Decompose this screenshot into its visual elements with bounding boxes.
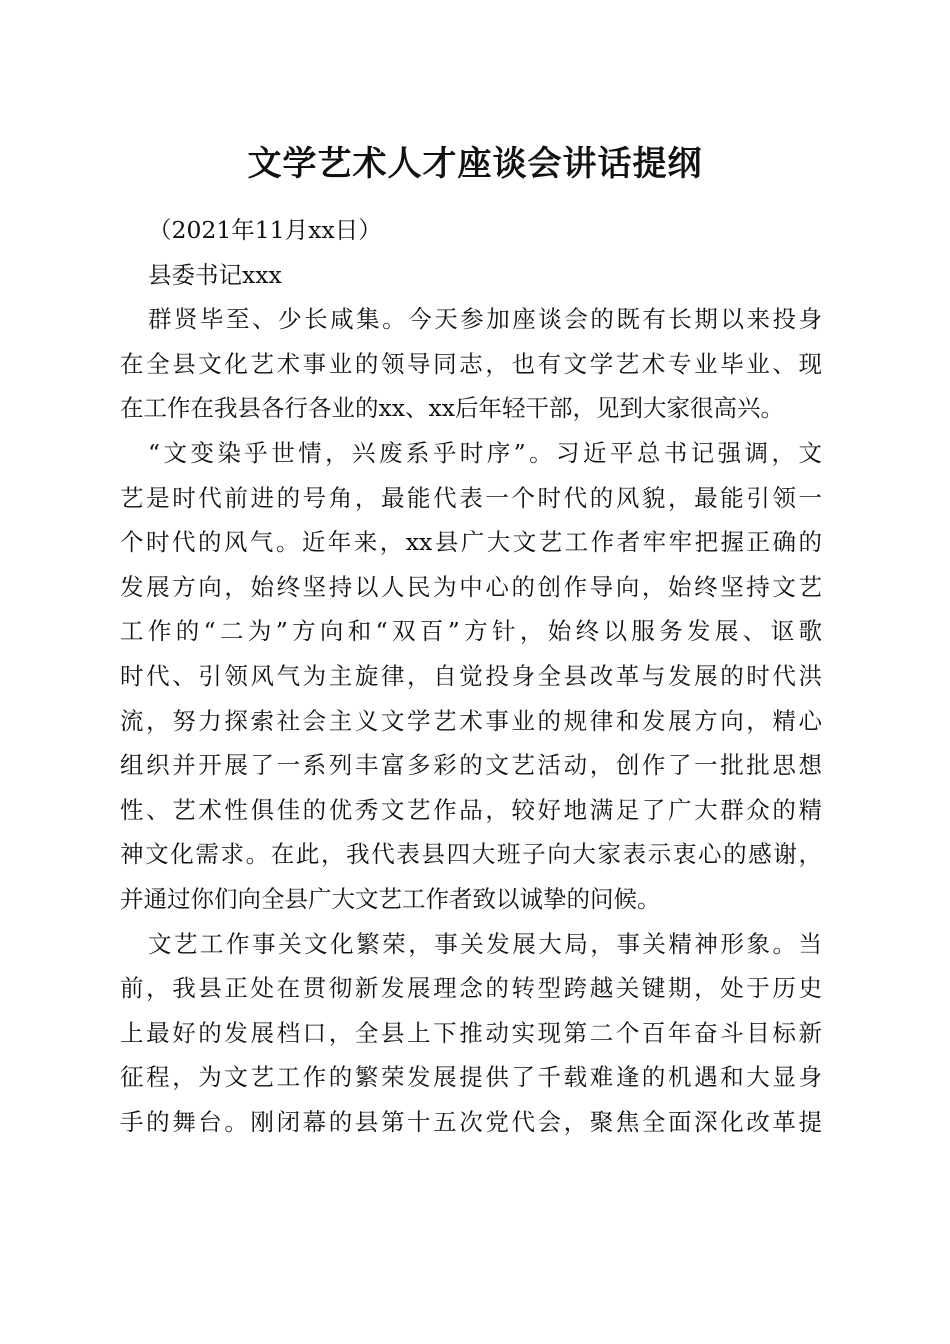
paragraph-line: 征程，为文艺工作的繁荣发展提供了千载难逢的机遇和大显身	[120, 1063, 822, 1092]
paragraph-line: 发展方向，始终坚持以人民为中心的创作导向，始终坚持文艺	[120, 572, 822, 601]
paragraph-line: 工作的“二为”方向和“双百”方针，始终以服务发展、讴歌	[120, 617, 822, 646]
paragraph-line: 手的舞台。刚闭幕的县第十五次党代会，聚焦全面深化改革提	[120, 1107, 822, 1136]
paragraph-line: 性、艺术性俱佳的优秀文艺作品，较好地满足了广大群众的精	[120, 795, 822, 824]
paragraph-line: 群贤毕至、少长咸集。今天参加座谈会的既有长期以来投身	[148, 305, 822, 334]
document-title: 文学艺术人才座谈会讲话提纲	[247, 144, 703, 184]
paragraph	[120, 297, 822, 431]
paragraph-line: 个时代的风气。近年来，xx县广大文艺工作者牢牢把握正确的	[120, 528, 822, 557]
paragraph-line: 在全县文化艺术事业的领导同志，也有文学艺术专业毕业、现	[120, 349, 822, 378]
paragraph	[120, 922, 822, 1145]
paragraph-line: 在工作在我县各行各业的xx、xx后年轻干部，见到大家很高兴。	[120, 394, 785, 423]
paragraphs	[120, 297, 822, 1144]
paragraph	[120, 431, 822, 922]
paragraph-line: “文变染乎世情，兴废系乎时序”。习近平总书记强调，文	[148, 438, 822, 467]
document-body	[120, 208, 822, 1144]
paragraph-line: 组织并开展了一系列丰富多彩的文艺活动，创作了一批批思想	[120, 751, 822, 780]
paragraph-line: 上最好的发展档口，全县上下推动实现第二个百年奋斗目标新	[120, 1018, 822, 1047]
paragraph-line: 时代、引领风气为主旋律，自觉投身全县改革与发展的时代洪	[120, 661, 822, 690]
paragraph-line: 艺是时代前进的号角，最能代表一个时代的风貌，最能引领一	[120, 483, 822, 512]
paragraph-line: 并通过你们向全县广大文艺工作者致以诚挚的问候。	[120, 884, 661, 913]
paragraph-line: 文艺工作事关文化繁荣，事关发展大局，事关精神形象。当	[148, 929, 822, 958]
date-line: （2021年11月xx日）	[148, 216, 382, 244]
paragraph-line: 前，我县正处在贯彻新发展理念的转型跨越关键期，处于历史	[120, 974, 822, 1003]
paragraph-line: 流，努力探索社会主义文学艺术事业的规律和发展方向，精心	[120, 706, 822, 735]
speaker-line: 县委书记xxx	[148, 260, 282, 289]
paragraph-line: 神文化需求。在此，我代表县四大班子向大家表示衷心的感谢，	[120, 840, 822, 869]
